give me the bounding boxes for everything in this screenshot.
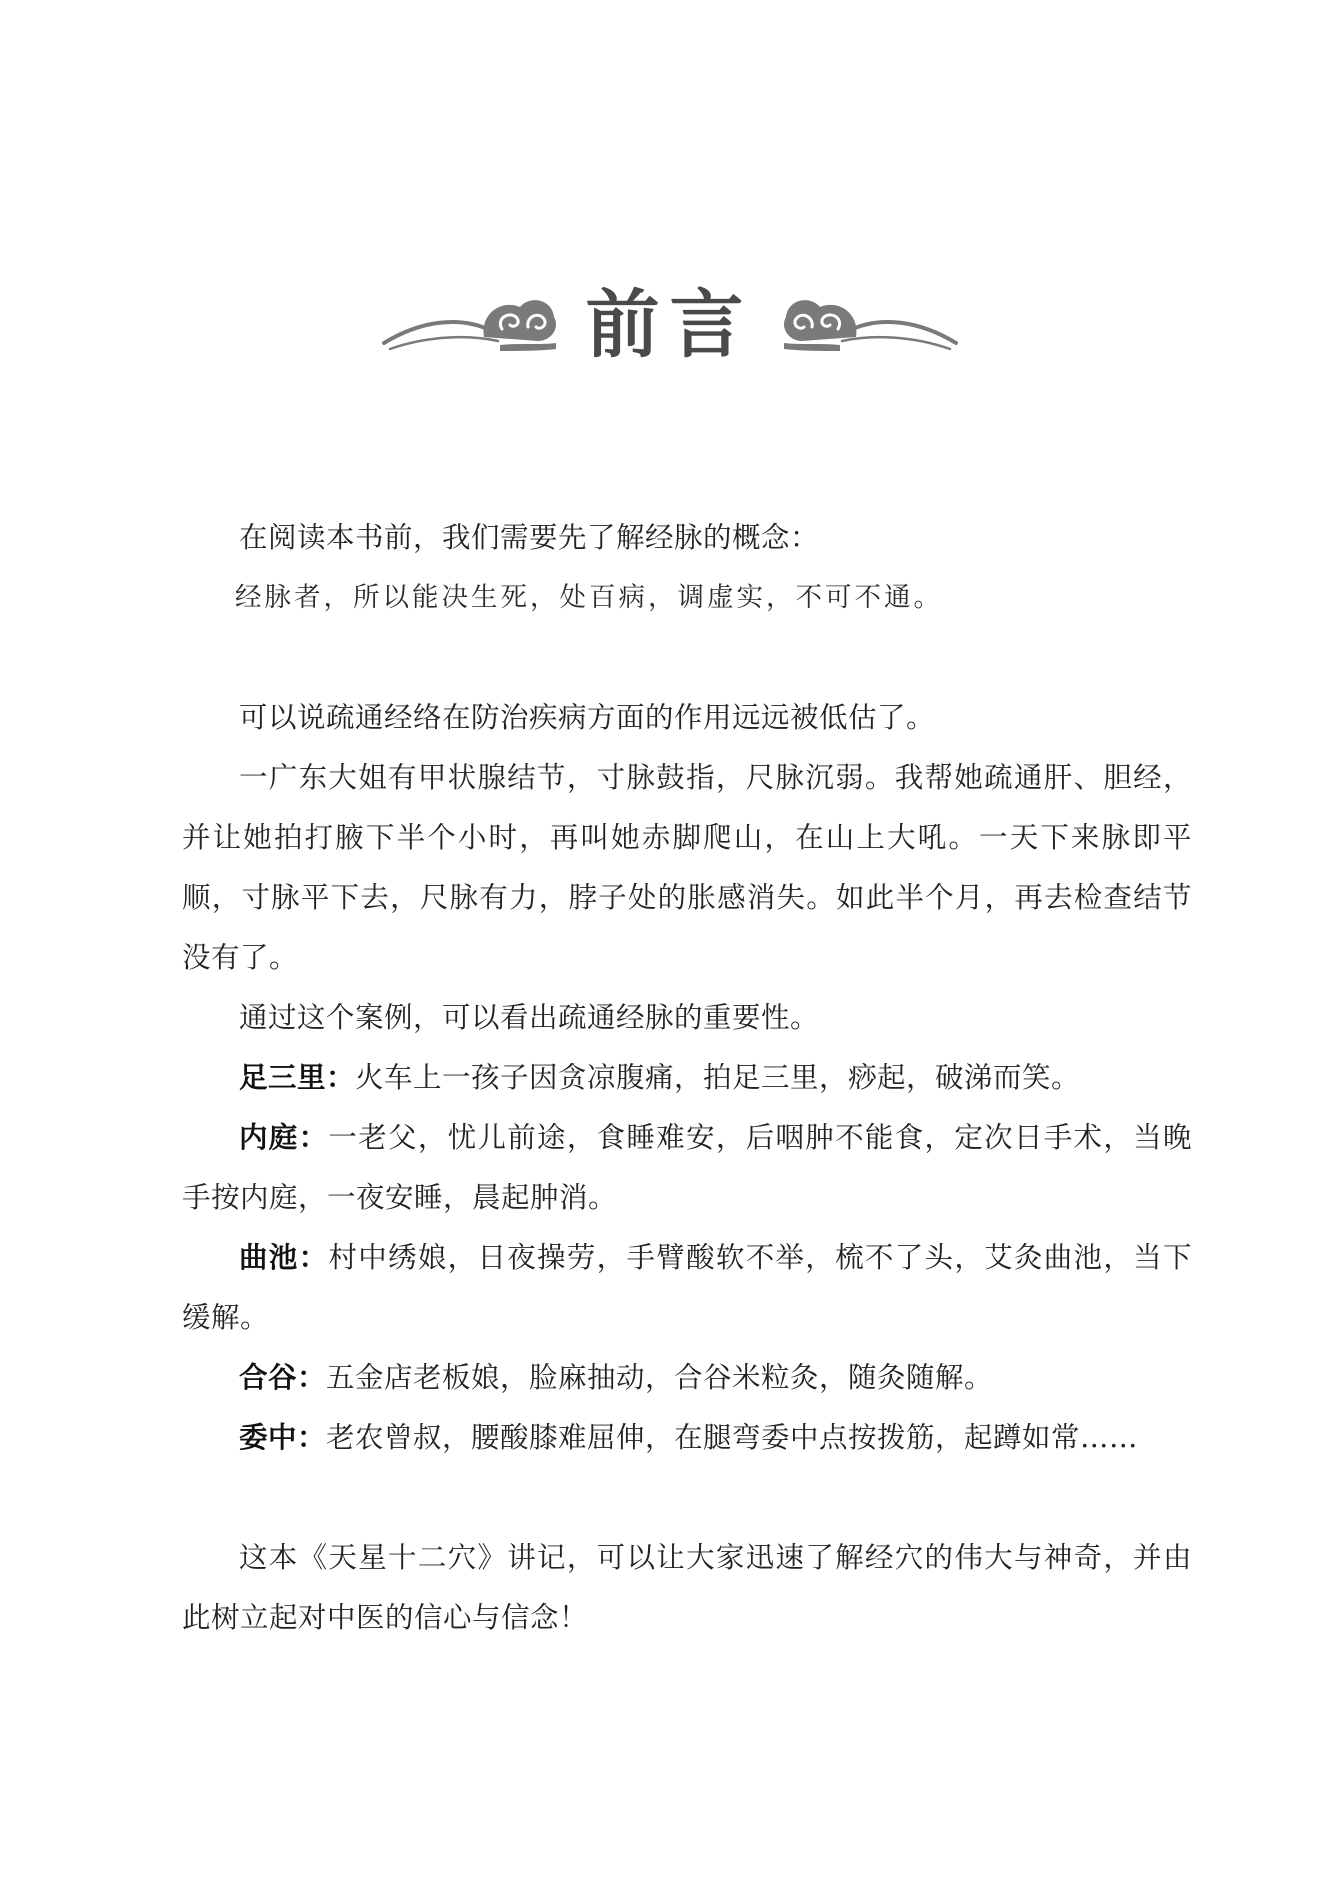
cloud-ornament-left-icon bbox=[380, 285, 560, 365]
case-zusanli bbox=[182, 1048, 1192, 1108]
page-header bbox=[0, 270, 1339, 380]
intro-paragraph: 在阅读本书前，我们需要先了解经脉的概念： bbox=[239, 521, 820, 554]
case-text: 老农曾叔，腰酸膝难屈伸，在腿弯委中点按拨筋，起蹲如常…… bbox=[326, 1421, 1139, 1454]
classic-quote: 经脉者，所以能决生死，处百病，调虚实，不可不通。 bbox=[235, 582, 943, 613]
case-story-paragraph: 一广东大姐有甲状腺结节，寸脉鼓指，尺脉沉弱。我帮她疏通肝、胆经，并让她拍打腋下半个小时，再叫她赤脚爬山，在山上大吼。一天下来脉即平顺，寸脉平下去，尺脉有力，脖子处的胀感消失。如此半个月，再去检查结节没有了。 bbox=[182, 761, 1192, 974]
preface-body bbox=[182, 508, 1192, 1648]
acupoint-term: 内庭： bbox=[239, 1121, 329, 1154]
acupoint-term: 合谷： bbox=[239, 1361, 327, 1394]
case-weizhong bbox=[182, 1408, 1192, 1468]
body-paragraph-1: 可以说疏通经络在防治疾病方面的作用远远被低估了。 bbox=[239, 701, 936, 734]
paragraph-gap bbox=[182, 628, 1192, 688]
cloud-ornament-right-icon bbox=[780, 285, 960, 365]
case-quchi bbox=[182, 1228, 1192, 1348]
acupoint-term: 委中： bbox=[239, 1421, 327, 1454]
acupoint-term: 足三里： bbox=[239, 1061, 356, 1094]
case-neiting bbox=[182, 1108, 1192, 1228]
case-text: 五金店老板娘，脸麻抽动，合谷米粒灸，随灸随解。 bbox=[326, 1361, 994, 1394]
case-text: 一老父，忧儿前途，食睡难安，后咽肿不能食，定次日手术，当晚手按内庭，一夜安睡，晨起肿消。 bbox=[182, 1121, 1192, 1214]
closing-paragraph: 这本《天星十二穴》讲记，可以让大家迅速了解经穴的伟大与神奇，并由此树立起对中医的信心与信念！ bbox=[182, 1541, 1192, 1634]
paragraph-gap bbox=[182, 1468, 1192, 1528]
case-text: 村中绣娘，日夜操劳，手臂酸软不举，梳不了头，艾灸曲池，当下缓解。 bbox=[182, 1241, 1192, 1334]
acupoint-term: 曲池： bbox=[239, 1241, 329, 1274]
body-paragraph-3: 通过这个案例，可以看出疏通经脉的重要性。 bbox=[239, 1001, 820, 1034]
case-text: 火车上一孩子因贪凉腹痛，拍足三里，痧起，破涕而笑。 bbox=[355, 1061, 1081, 1094]
page-title: 前言 bbox=[585, 282, 754, 368]
case-hegu bbox=[182, 1348, 1192, 1408]
